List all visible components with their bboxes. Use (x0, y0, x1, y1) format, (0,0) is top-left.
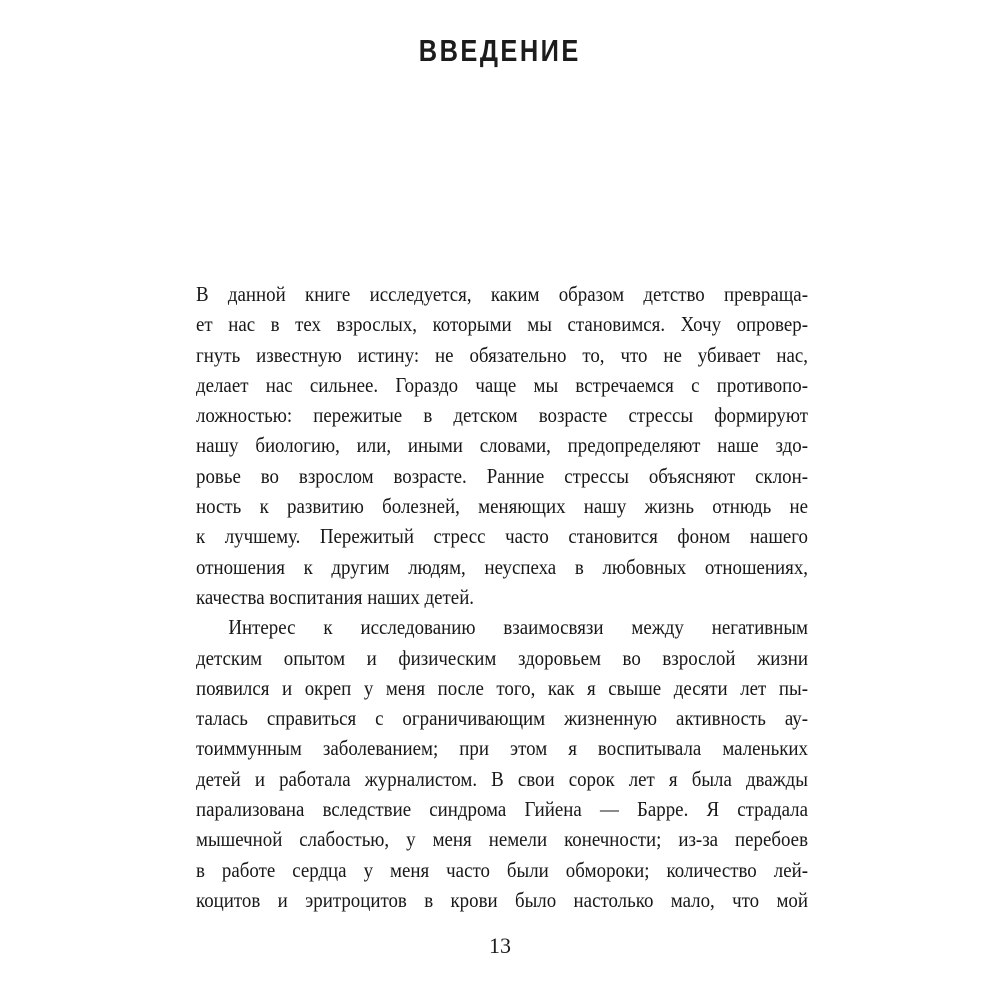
text-line: отношения к другим людям, неуспеха в любовных отношениях, (196, 554, 808, 579)
chapter-title-text: ВВЕДЕНИЕ (418, 33, 582, 68)
paragraph (196, 612, 808, 915)
text-line: парализована вследствие синдрома Гийена — Барре. Я страдала (196, 797, 808, 822)
text-line: гнуть известную истину: не обязательно то, что не убивает нас, (196, 342, 808, 367)
text-line: коцитов и эритроцитов в крови было настолько мало, что мой (196, 887, 808, 912)
text-line: В данной книге исследуется, каким образом детство превраща- (196, 282, 808, 306)
body-text (196, 279, 808, 915)
text-line: детей и работала журналистом. В свои сорок лет я была дважды (196, 766, 808, 791)
text-line: ность к развитию болезней, меняющих нашу жизнь отнюдь не (196, 494, 808, 519)
chapter-title (0, 33, 1000, 69)
text-line: Интерес к исследованию взаимосвязи между негативным (228, 615, 808, 640)
text-line: делает нас сильнее. Гораздо чаще мы встречаемся с противопо- (196, 372, 808, 397)
text-line: качества воспитания наших детей. (196, 584, 475, 609)
text-line: мышечной слабостью, у меня немели конечности; из-за перебоев (196, 827, 808, 852)
text-line: к лучшему. Пережитый стресс часто становится фоном нашего (196, 524, 808, 549)
text-line: ровье во взрослом возрасте. Ранние стрессы объясняют склон- (196, 463, 808, 488)
page-number: 13 (489, 933, 511, 958)
text-line: ет нас в тех взрослых, которыми мы становимся. Хочу опровер- (196, 312, 808, 337)
text-line: талась справиться с ограничивающим жизненную активность ау- (196, 706, 808, 731)
text-line: ложностью: пережитые в детском возрасте стрессы формируют (196, 403, 808, 428)
text-line: нашу биологию, или, иными словами, предопределяют наше здо- (196, 433, 808, 458)
text-line: в работе сердца у меня часто были обмороки; количество лей- (196, 857, 808, 882)
text-line: тоиммунным заболеванием; при этом я воспитывала маленьких (196, 736, 808, 761)
text-line: появился и окреп у меня после того, как я свыше десяти лет пы- (196, 675, 808, 700)
text-line: детским опытом и физическим здоровьем во взрослой жизни (196, 645, 808, 670)
paragraph (196, 279, 808, 612)
